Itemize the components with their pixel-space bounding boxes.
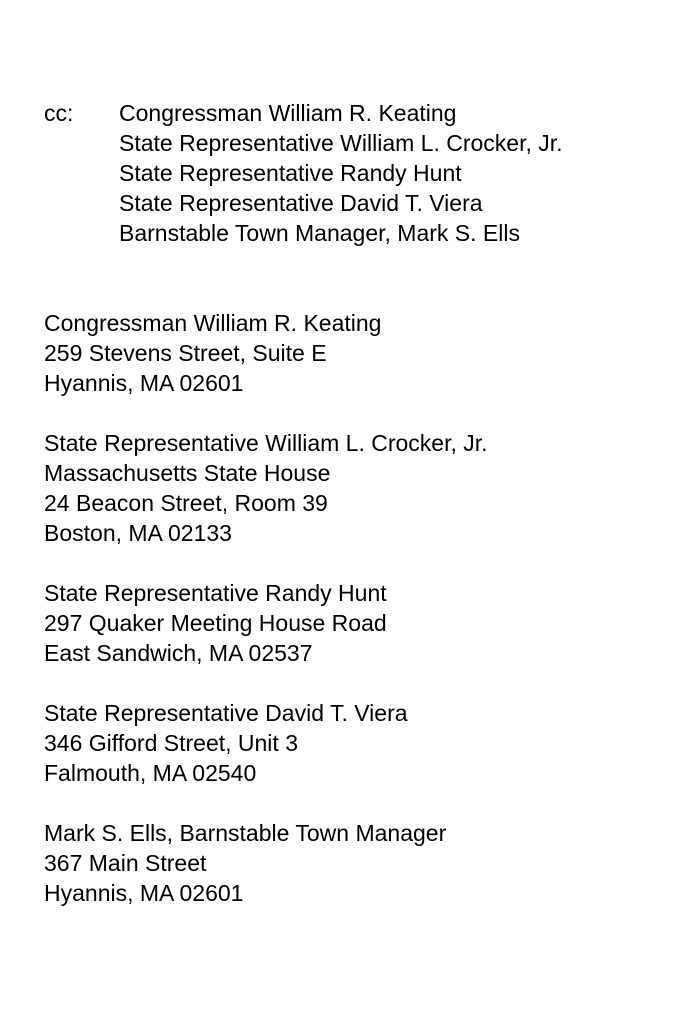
address-line: Falmouth, MA 02540 <box>44 760 257 786</box>
address-line: Massachusetts State House <box>44 460 331 486</box>
address-line: Boston, MA 02133 <box>44 520 232 546</box>
address-block-ells <box>44 818 488 908</box>
address-line: Hyannis, MA 02601 <box>44 370 244 396</box>
cc-recipient: State Representative William L. Crocker, Jr. <box>119 130 563 156</box>
cc-recipient: State Representative Randy Hunt <box>119 160 462 186</box>
address-block-keating <box>44 308 488 398</box>
address-line: 297 Quaker Meeting House Road <box>44 610 387 636</box>
address-line: Hyannis, MA 02601 <box>44 880 244 906</box>
address-block-hunt <box>44 578 488 668</box>
cc-recipient: Barnstable Town Manager, Mark S. Ells <box>119 220 520 246</box>
address-line: 346 Gifford Street, Unit 3 <box>44 730 298 756</box>
address-line: East Sandwich, MA 02537 <box>44 640 313 666</box>
address-line: Mark S. Ells, Barnstable Town Manager <box>44 820 447 846</box>
address-list <box>44 308 488 938</box>
address-line: 259 Stevens Street, Suite E <box>44 340 327 366</box>
address-line: 367 Main Street <box>44 850 207 876</box>
cc-block <box>44 98 563 248</box>
address-line: State Representative Randy Hunt <box>44 580 387 606</box>
address-line: State Representative David T. Viera <box>44 700 408 726</box>
cc-label: cc: <box>44 100 74 126</box>
address-line: Congressman William R. Keating <box>44 310 382 336</box>
address-line: 24 Beacon Street, Room 39 <box>44 490 328 516</box>
cc-recipient-list <box>119 98 563 248</box>
cc-recipient: State Representative David T. Viera <box>119 190 483 216</box>
address-line: State Representative William L. Crocker, Jr. <box>44 430 488 456</box>
address-block-viera <box>44 698 488 788</box>
address-block-crocker <box>44 428 488 548</box>
cc-recipient: Congressman William R. Keating <box>119 100 457 126</box>
